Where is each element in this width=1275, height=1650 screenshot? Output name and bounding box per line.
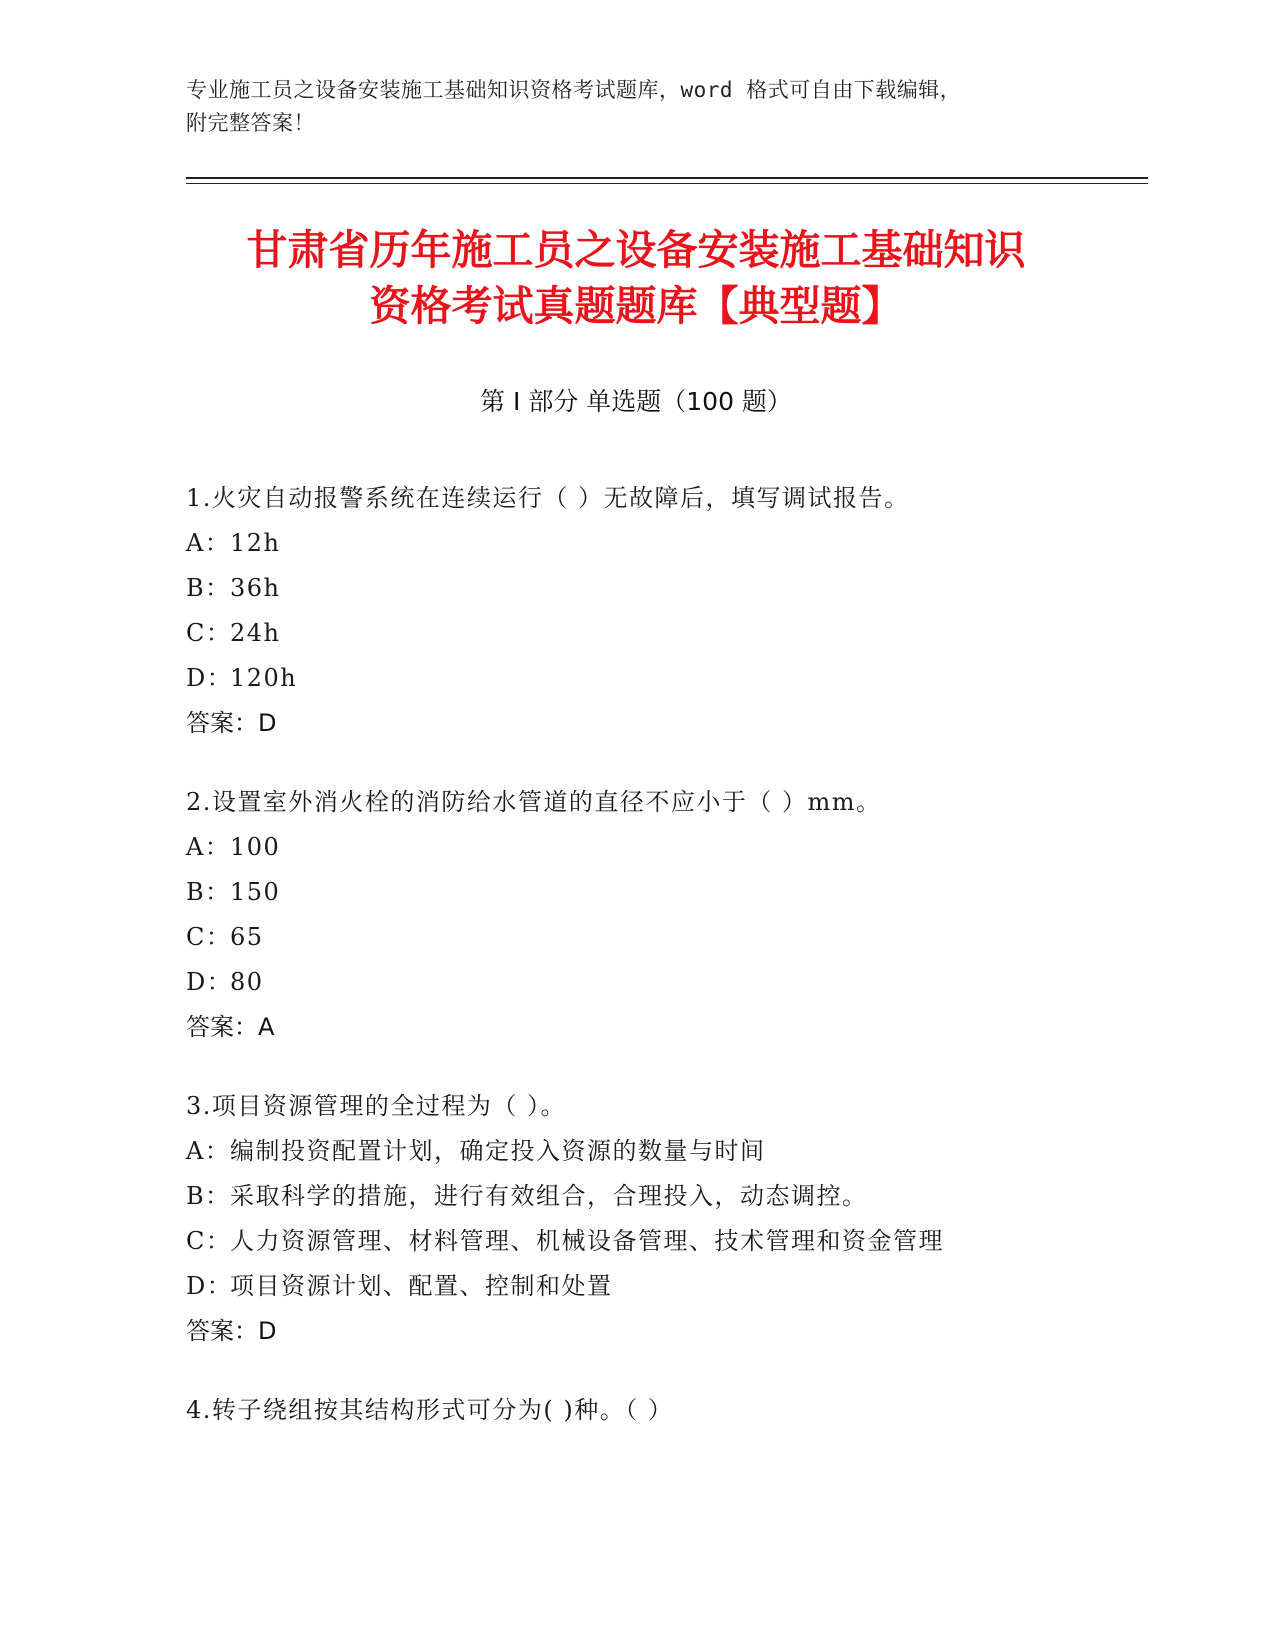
option-value: 80 <box>230 968 264 996</box>
option-d <box>186 960 1106 1005</box>
header-divider-thick <box>186 177 1148 179</box>
option-c <box>186 611 1106 656</box>
question-2 <box>186 780 1106 1050</box>
option-key: A： <box>186 529 231 557</box>
option-key: C： <box>186 1227 232 1255</box>
option-key: A： <box>186 1137 231 1165</box>
question-3 <box>186 1084 1106 1354</box>
answer: 答案：D <box>186 709 277 737</box>
option-value: 65 <box>230 923 264 951</box>
question-text: 2.设置室外消火栓的消防给水管道的直径不应小于（ ）mm。 <box>186 788 882 816</box>
document-title-line-1: 甘肃省历年施工员之设备安装施工基础知识 <box>246 226 1026 274</box>
option-key: C： <box>186 923 232 951</box>
document-title <box>186 222 1086 334</box>
option-value: 人力资源管理、材料管理、机械设备管理、技术管理和资金管理 <box>230 1227 944 1255</box>
option-key: B： <box>186 1182 231 1210</box>
option-value: 12h <box>230 529 281 557</box>
option-d <box>186 656 1106 701</box>
option-a <box>186 825 1106 870</box>
section-heading: 第 I 部分 单选题（100 题） <box>480 387 792 416</box>
question-1 <box>186 476 1106 746</box>
option-value: 150 <box>230 878 281 906</box>
document-title-line-2: 资格考试真题题库【典型题】 <box>369 282 903 330</box>
answer: 答案：A <box>186 1013 275 1041</box>
option-a <box>186 521 1106 566</box>
option-c <box>186 1219 1106 1264</box>
option-value: 120h <box>230 664 298 692</box>
option-key: D： <box>186 968 233 996</box>
option-value: 24h <box>230 619 281 647</box>
header-divider-thin <box>186 183 1148 184</box>
answer: 答案：D <box>186 1317 277 1345</box>
option-key: B： <box>186 574 231 602</box>
question-text: 4.转子绕组按其结构形式可分为( )种。（ ） <box>186 1396 674 1424</box>
question-text: 3.项目资源管理的全过程为（ ）。 <box>186 1092 567 1120</box>
option-a <box>186 1129 1106 1174</box>
option-key: B： <box>186 878 231 906</box>
question-list <box>186 476 1106 1467</box>
option-key: A： <box>186 833 231 861</box>
option-c <box>186 915 1106 960</box>
option-key: C： <box>186 619 232 647</box>
option-value: 100 <box>230 833 281 861</box>
header-note <box>186 74 1066 140</box>
option-key: D： <box>186 1272 233 1300</box>
header-note-line-2: 附完整答案！ <box>186 111 315 135</box>
option-b <box>186 1174 1106 1219</box>
option-key: D： <box>186 664 233 692</box>
option-b <box>186 870 1106 915</box>
question-4 <box>186 1388 1106 1433</box>
option-value: 采取科学的措施，进行有效组合，合理投入，动态调控。 <box>230 1182 868 1210</box>
option-value: 编制投资配置计划，确定投入资源的数量与时间 <box>230 1137 766 1165</box>
question-text: 1.火灾自动报警系统在连续运行（ ）无故障后，填写调试报告。 <box>186 484 910 512</box>
option-value: 项目资源计划、配置、控制和处置 <box>230 1272 613 1300</box>
option-b <box>186 566 1106 611</box>
option-d <box>186 1264 1106 1309</box>
header-note-line-1: 专业施工员之设备安装施工基础知识资格考试题库，word 格式可自由下载编辑， <box>186 78 962 102</box>
option-value: 36h <box>230 574 281 602</box>
